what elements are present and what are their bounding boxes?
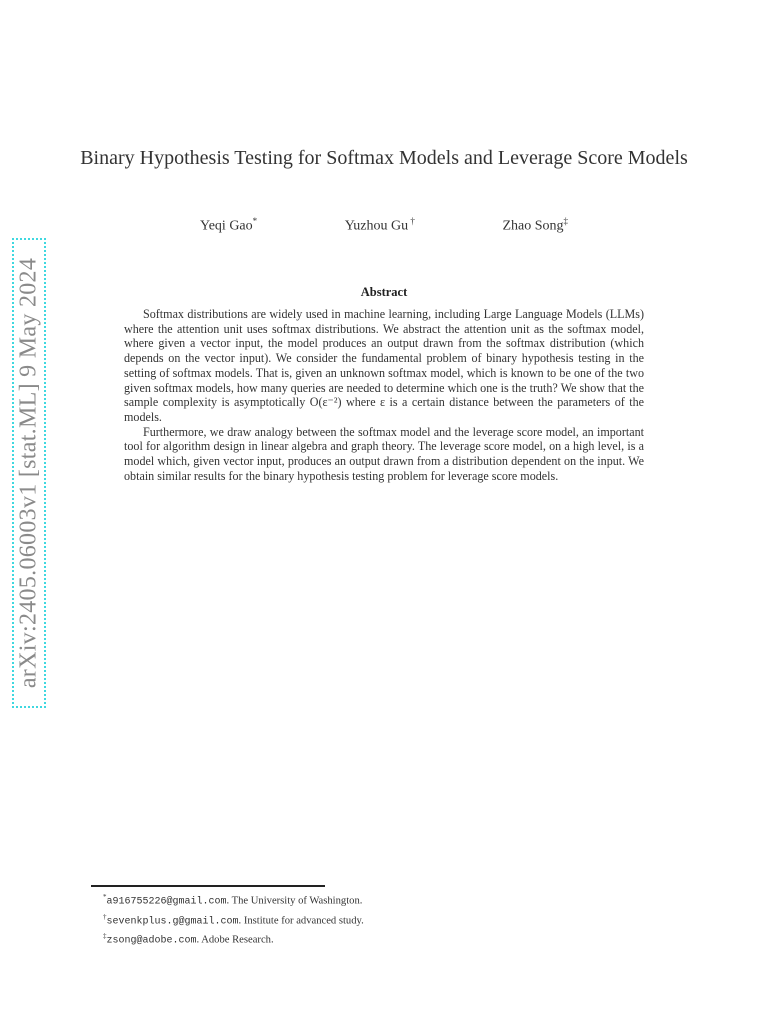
footnote-email[interactable]: sevenkplus.g@gmail.com bbox=[106, 916, 239, 928]
author-footnote-mark: † bbox=[408, 216, 415, 226]
footnote: †sevenkplus.g@gmail.com. Institute for advanced study. bbox=[103, 912, 364, 928]
footnotes bbox=[103, 890, 663, 949]
author-footnote-mark: ‡ bbox=[563, 216, 568, 226]
footnote-email[interactable]: a916755226@gmail.com bbox=[106, 896, 227, 908]
paper-title: Binary Hypothesis Testing for Softmax Models and Leverage Score Models bbox=[80, 147, 688, 169]
footnote: *a916755226@gmail.com. The University of Washington. bbox=[103, 893, 363, 908]
author: Zhao Song‡ bbox=[502, 216, 568, 234]
author: Yeqi Gao* bbox=[200, 216, 258, 234]
footnote-rule bbox=[91, 885, 325, 887]
footnote-email[interactable]: zsong@adobe.com bbox=[106, 936, 197, 947]
author-footnote-mark: * bbox=[252, 216, 258, 226]
author-list bbox=[200, 216, 568, 235]
abstract-heading: Abstract bbox=[360, 285, 408, 299]
abstract-body bbox=[124, 307, 644, 483]
abstract-paragraph: Softmax distributions are widely used in machine learning, including Large Language Models (LLMs) where the attention unit uses softmax distributions. We abstract the attention unit as the softmax model, where given a vector input, the model produces an output drawn from the softmax distribution (which depends on the vector input). We consider the fundamental problem of binary hypothesis testing in the setting of softmax models. That is, given an unknown softmax model, which is known to be one of the two given softmax models, how many queries are needed to determine which one is the truth? We show that the sample complexity is asymptotically O(ε⁻²) where ε is a certain distance between the parameters of the models. bbox=[124, 307, 644, 424]
author: Yuzhou Gu † bbox=[344, 216, 415, 234]
footnote: ‡zsong@adobe.com. Adobe Research. bbox=[103, 932, 274, 947]
arxiv-stamp-text: arXiv:2405.06003v1 [stat.ML] 9 May 2024 bbox=[15, 257, 42, 689]
arxiv-stamp bbox=[12, 238, 46, 708]
abstract-paragraph: Furthermore, we draw analogy between the softmax model and the leverage score model, an important tool for algorithm design in linear algebra and graph theory. The leverage score model, on a high level, is a model which, given vector input, produces an output drawn from a distribution dependent on the input. We obtain similar results for the binary hypothesis testing problem for leverage score models. bbox=[124, 424, 644, 483]
